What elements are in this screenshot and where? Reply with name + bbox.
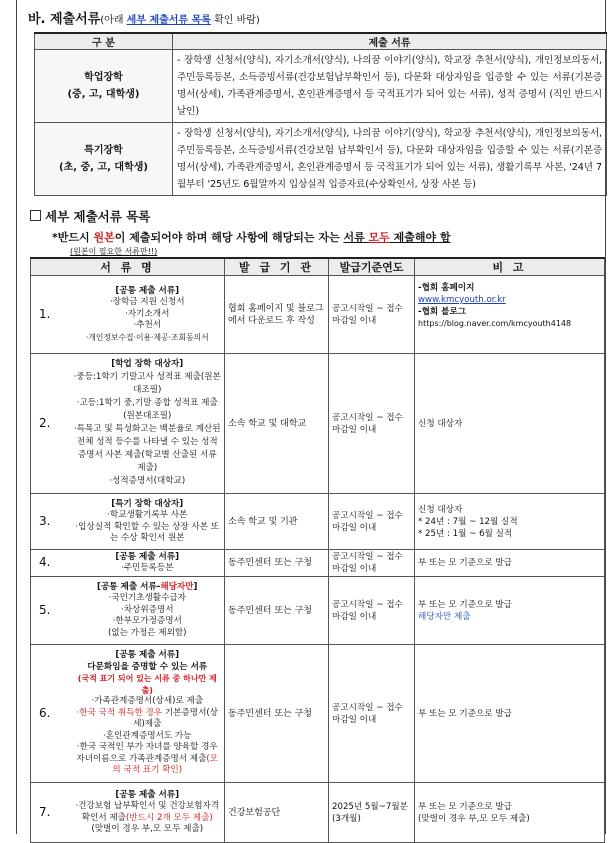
document-cell [71, 276, 225, 354]
summary-row-academic [35, 50, 607, 123]
agency-cell: 동주민센터 또는 구청 [225, 550, 329, 577]
doc-line-highlight: ·한국 국적 취득한 경우 [76, 707, 163, 718]
doc-line-highlight: (국적 표기 되어 있는 서류 중 하나만 제출) [77, 674, 217, 695]
note-line: 신청 대상자 [418, 504, 463, 515]
doc-body: ·주민등록등본 [120, 563, 174, 573]
row-number: 7. [31, 783, 71, 843]
agency-cell: 소속 학교 및 기관 [225, 494, 329, 550]
detail-table [30, 257, 605, 843]
table-row [31, 577, 605, 645]
category-name: 학업장학 [84, 72, 123, 83]
col-issuing-agency: 발 급 기 관 [225, 258, 329, 276]
document-cell [71, 494, 225, 550]
checkbox-square-icon [30, 210, 41, 221]
note-line: 부 또는 모 기준으로 발급 [418, 801, 512, 812]
doc-line-highlight: (반드시 2개 모두 제출) [125, 812, 213, 823]
row-number: 2. [31, 354, 71, 494]
remarks-cell [415, 494, 605, 550]
doc-line: ·가족관계증명서(상세)로 제출 [91, 696, 204, 707]
agency-cell: 협회 홈페이지 및 블로그에서 다운로드 후 작성 [225, 276, 329, 354]
heading-paren-open: (아래 [100, 15, 127, 26]
period-cell: 공고시작일 ~ 접수마감일 이내 [329, 550, 415, 577]
doc-body: ·중등:1학기 기말고사 성적표 제출(원본대조필) ·고등:1학기 중,기말 종합 성적표 제출(원본대조필) ·특목고 및 특성화고는 백분율로 계산된 전체 성적 등수를 나타낼 수 있는 성적 증명서 사본 제출(학교별 산출된 서류 제출) ·성적증명서(대학교) [73, 371, 221, 486]
note-highlight: 해당자만 제출 [418, 611, 471, 622]
doc-line: (맞벌이 경우 부,모 모두 제출) [91, 824, 204, 834]
doc-title-end: ] [193, 581, 198, 592]
note-line: -협회 홈페이지 [418, 283, 475, 293]
remarks-cell [415, 276, 605, 354]
notice-submit: 제출해야 함 [389, 231, 451, 244]
homepage-link[interactable]: www.kmcyouth.or.kr [418, 295, 506, 305]
note-line: 부 또는 모 기준으로 발급 [418, 599, 512, 610]
doc-title: [공통 제출 서류- [97, 581, 161, 592]
section-heading: 바. 제출서류 [28, 12, 101, 27]
notice-text: 이 제출되어야 하며 해당 사항에 해당되는 자는 [114, 231, 344, 244]
category-target: (중, 고, 대학생) [67, 89, 140, 100]
row-number: 3. [31, 494, 71, 550]
document-cell [71, 550, 225, 577]
doc-title: [공통 제출 서류] [115, 650, 180, 661]
agency-cell: 동주민센터 또는 구청 [225, 577, 329, 645]
original-notice [52, 229, 451, 245]
table-row [31, 550, 605, 577]
doc-line: ·혼인관계증명서도 가능 [103, 730, 192, 741]
note-line: -협회 블로그 [418, 307, 467, 317]
category-cell [35, 50, 173, 123]
doc-title: [공통 제출 서류] [115, 285, 180, 296]
detail-list-heading: 세부 제출서류 목록 [45, 209, 151, 224]
doc-line: ·장학금 지원 신청서 [109, 297, 185, 308]
category-target: (초, 중, 고, 대학생) [59, 162, 148, 173]
summary-col-category: 구 분 [35, 33, 173, 50]
doc-title: [공통 제출 서류] [115, 551, 180, 562]
period-cell: 공고시작일 ~ 접수마감일 이내 [329, 276, 415, 354]
doc-line: ·개인정보수집·이용·제공·조회동의서 [85, 332, 209, 342]
table-row [31, 645, 605, 783]
summary-table [34, 32, 607, 196]
documents-cell: - 장학생 신청서(양식), 자기소개서(양식), 나의꿈 이야기(양식), 학교장 추천서(양식), 개인정보의동서, 주민등록등본, 소득증빙서류(건강보험납부확인서 등), 다문화 대상자임을 입증할 수 있는 서류(기본증명서(상세), 가족관계증명서, 혼인관계증명서 등 국적표기가 되어 있는 서류), 성적 증명서 (직인 반드시 날인) [173, 50, 607, 123]
notice-original: 원본 [93, 231, 115, 244]
col-document-name: 서 류 명 [31, 258, 225, 276]
doc-line: ·자기소개서 [125, 308, 170, 319]
doc-line: ·건강보험 납부확인서 및 건강보험자격확인서 제출 [75, 801, 220, 823]
table-row [31, 494, 605, 550]
row-number: 4. [31, 550, 71, 577]
period-cell: 공고시작일 ~ 접수마감일 이내 [329, 645, 415, 783]
doc-title-highlight: 해당자만 [160, 581, 194, 592]
row-number: 5. [31, 577, 71, 645]
category-name: 특기장학 [84, 145, 123, 156]
agency-cell: 건강보험공단 [225, 783, 329, 843]
remarks-cell [415, 577, 605, 645]
remarks-cell: 부 또는 모 기준으로 발급 [415, 645, 605, 783]
doc-line: 다문화임을 증명할 수 있는 서류 [87, 661, 208, 672]
doc-title: [특기 장학 대상자] [111, 498, 184, 509]
doc-line: ·한국 국적인 부가 자녀를 양육할 경우 자녀이름으로 가족관계증명서 제출 [76, 742, 218, 764]
remarks-cell: 신청 대상자 [415, 354, 605, 494]
note-line: * 25년 : 1월 ~ 6월 실적 [418, 528, 513, 539]
section-title [28, 8, 260, 27]
doc-line-highlight: (모의 국적 표기 확인) [112, 753, 219, 776]
period-cell: 2025년 5월~7월분 (3개월) [329, 783, 415, 843]
note-line: (맞벌이 경우 부,모 모두 제출) [418, 813, 530, 824]
summary-row-special [35, 123, 607, 196]
remarks-cell: 부 또는 모 기준으로 발급 [415, 550, 605, 577]
detail-list-title [30, 207, 150, 225]
document-cell [71, 577, 225, 645]
detail-header-row [31, 258, 605, 276]
heading-paren-close: 확인 바람) [210, 15, 260, 26]
original-subnote: (원본이 필요한 서류만!!) [70, 247, 158, 256]
period-cell: 공고시작일 ~ 접수마감일 이내 [329, 577, 415, 645]
notice-documents: 서류 [343, 231, 369, 244]
period-cell: 공고시작일 ~ 접수마감일 이내 [329, 494, 415, 550]
doc-line: ·추천서 [133, 320, 162, 331]
col-issue-period: 발급기준연도 [329, 258, 415, 276]
period-cell: 공고시작일 ~ 접수마감일 이내 [329, 354, 415, 494]
blog-url: https://blog.naver.com/kmcyouth4148 [418, 319, 572, 328]
agency-cell: 동주민센터 또는 구청 [225, 645, 329, 783]
row-number: 1. [31, 276, 71, 354]
doc-line: 기본증명서(상세)제출 [133, 707, 219, 730]
document-cell [71, 354, 225, 494]
doc-title: [학업 장학 대상자] [111, 359, 184, 370]
agency-cell: 소속 학교 및 대학교 [225, 354, 329, 494]
detail-list-link[interactable]: 세부 제출서류 목록 [126, 15, 211, 26]
doc-title: [공통 제출 서류] [115, 789, 180, 800]
documents-cell: - 장학생 신청서(양식), 자기소개서(양식), 나의꿈 이야기(양식), 학교장 추천서(양식), 개인정보의동서, 주민등록등본, 소득증빙서류(건강보험 납부확인서 등), 다문화 대상자임을 입증할 수 있는 서류(기본증명서(상세), 가족관계증명서, 혼인관계증명서 등 국적표기가 되어 있는 서류), 생활기록부 사본, '24년 7월부터 '25년도 6월말까지 입상실적 입증자료(수상확인서, 상장 사본 등) [173, 123, 607, 196]
notice-all: 모두 [368, 231, 390, 244]
doc-body: ·국민기초생활수급자 ·차상위증명서 ·한부모가정증명서 (없는 가정은 제외함) [107, 593, 187, 638]
col-remarks: 비 고 [415, 258, 605, 276]
doc-body: ·학교생활기록부 사본 ·입상실적 확인할 수 있는 상장 사본 또는 수상 확인서 원본 [75, 510, 220, 543]
summary-col-documents: 제출 서류 [173, 33, 607, 50]
table-row [31, 354, 605, 494]
notice-text: *반드시 [52, 231, 94, 244]
document-cell [71, 645, 225, 783]
category-cell [35, 123, 173, 196]
row-number: 6. [31, 645, 71, 783]
summary-header-row [35, 33, 607, 50]
table-row [31, 276, 605, 354]
note-line: * 24년 : 7월 ~ 12월 실적 [418, 516, 518, 527]
